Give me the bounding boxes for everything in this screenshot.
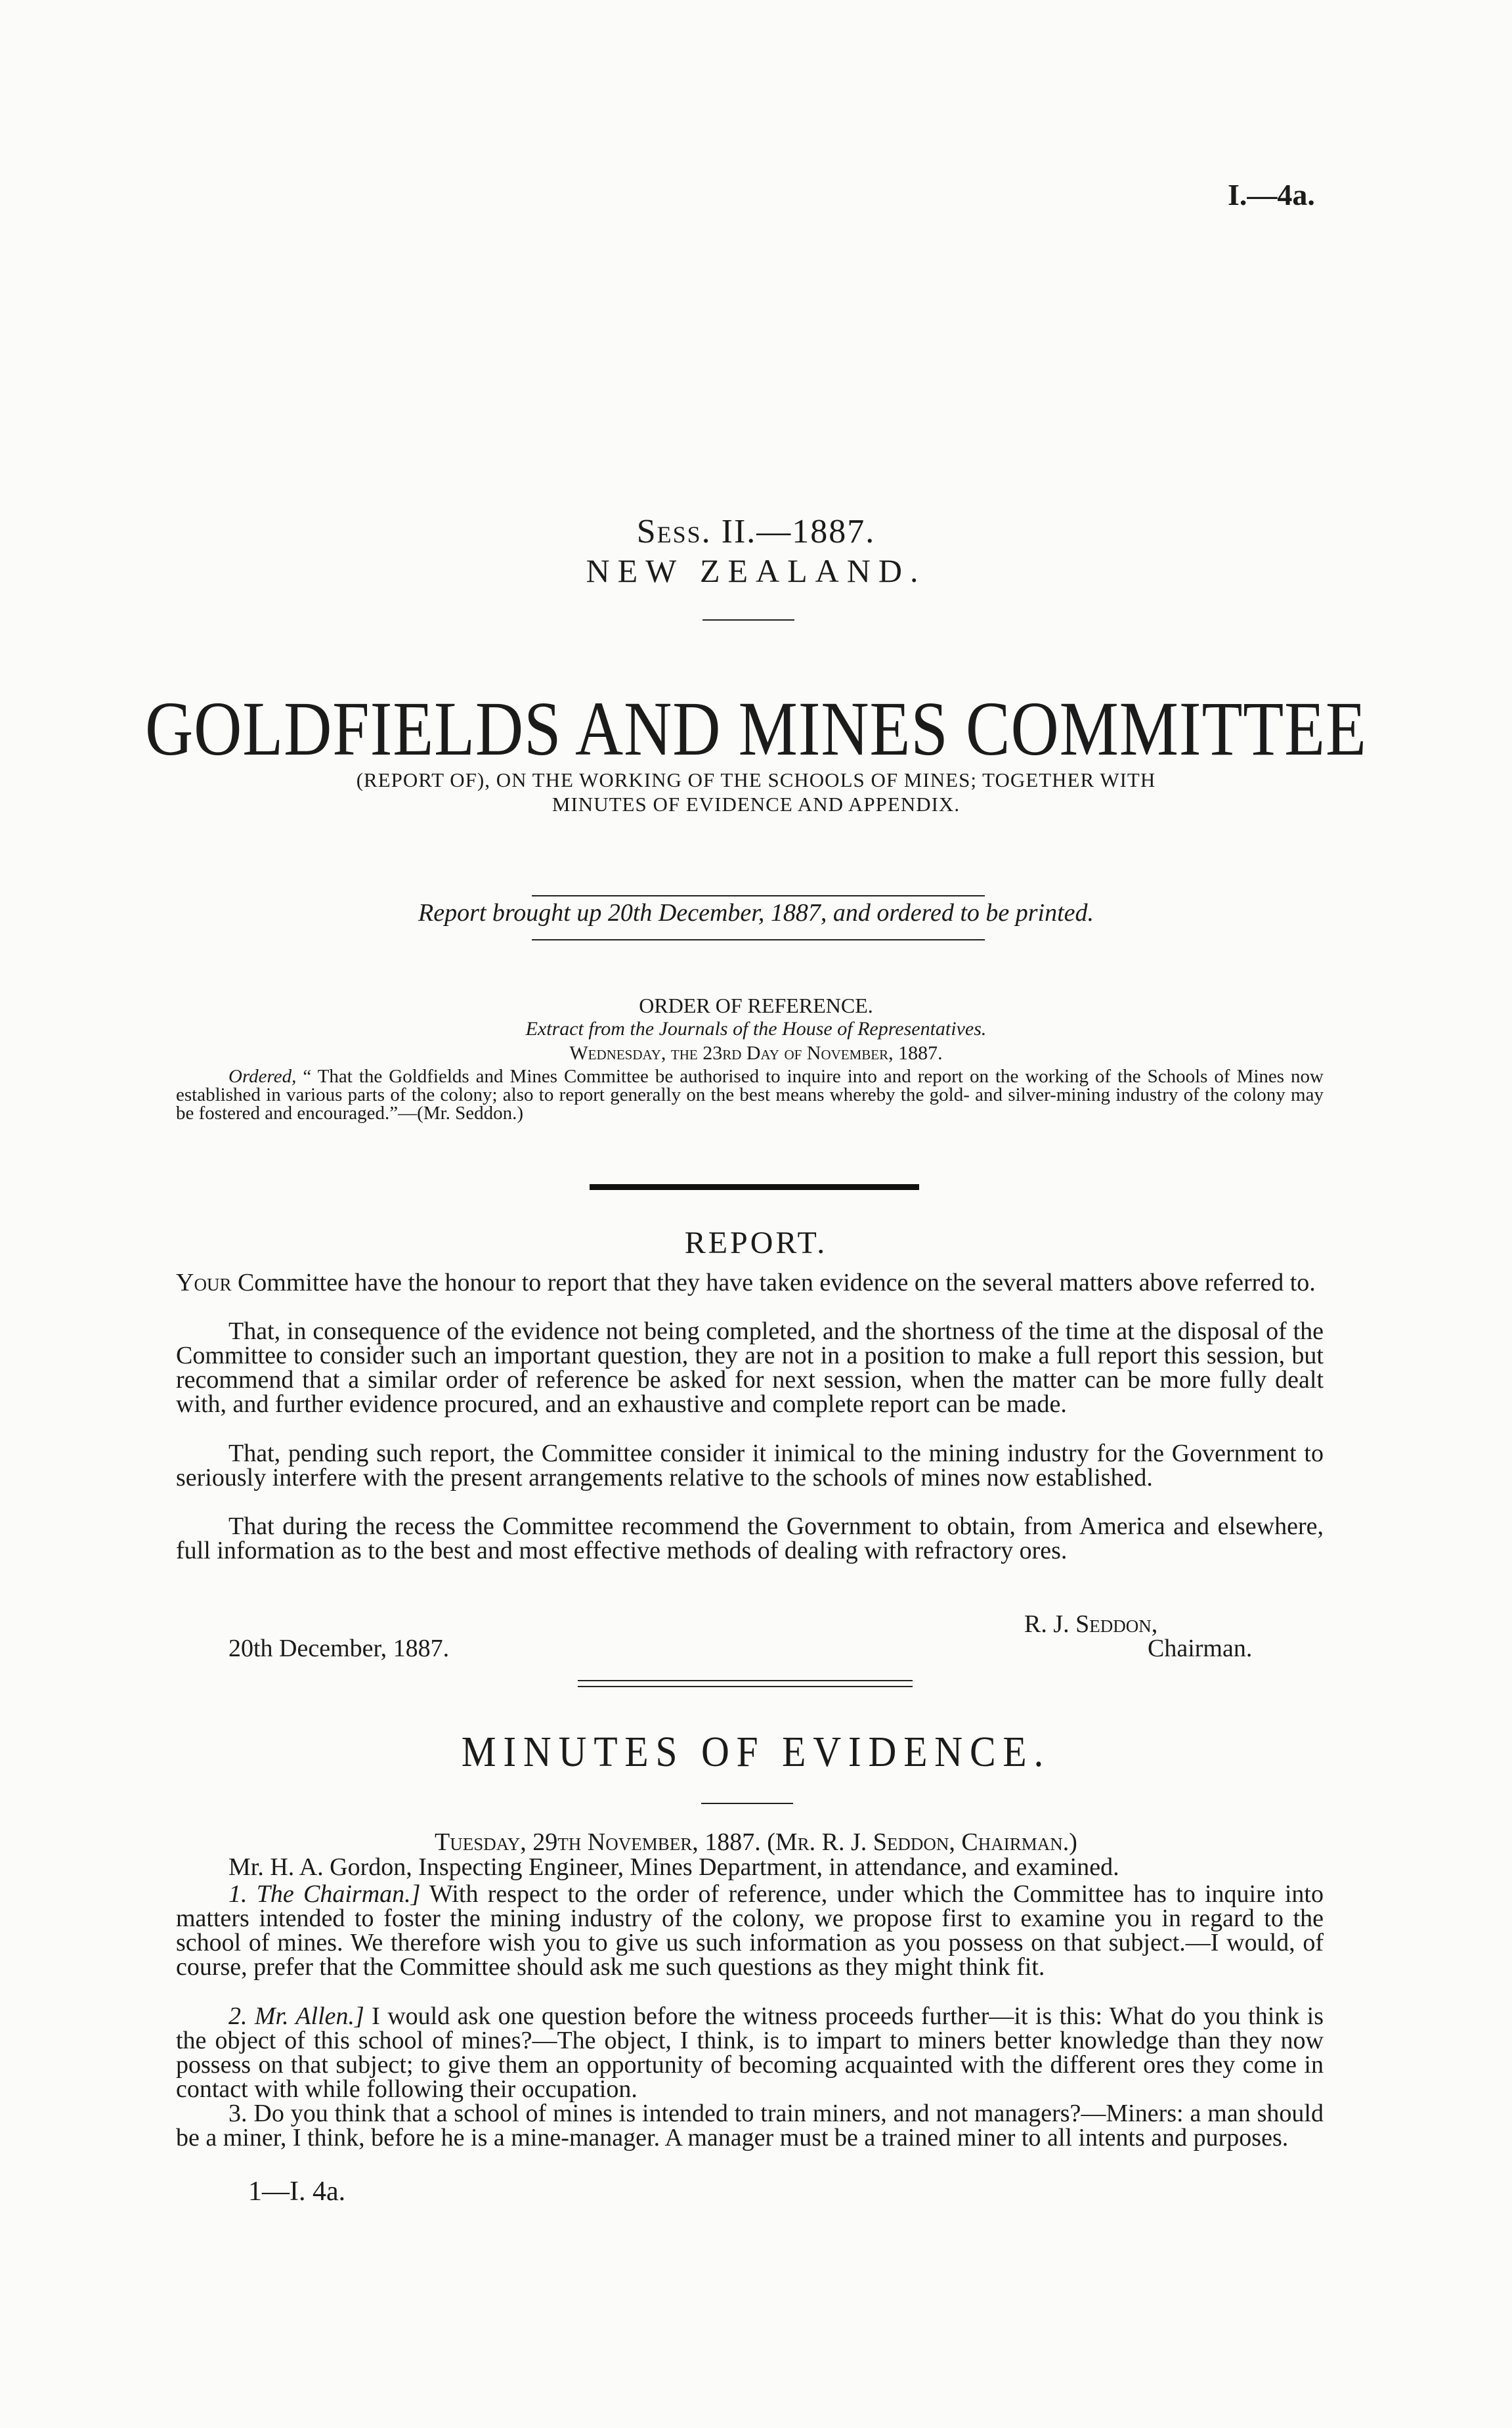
witness-line: Mr. H. A. Gordon, Inspecting Engineer, Mines Department, in attendance, and examined. xyxy=(228,1853,1119,1881)
question-1 xyxy=(176,1882,1324,1979)
heavy-divider xyxy=(590,1184,919,1190)
report-p1-body: Committee have the honour to report that they have taken evidence on the several matters above referred to. xyxy=(237,1269,1316,1296)
question-2-body: I would ask one question before the witness proceeds further—it is this: What do you think is the object of this school of mines?—The object, I think, is to impart to miners better knowledge than they now possess on that subject; to give them an opportunity of becoming acquainted with the different ores they come in contact with while following their occupation. xyxy=(176,2002,1324,2103)
ordered-label: Ordered, xyxy=(228,1066,297,1087)
divider xyxy=(532,939,985,940)
signatory-title: Chairman. xyxy=(1148,1635,1253,1662)
session-line: Sess. II.—1887. xyxy=(636,513,876,550)
report-brought-line: Report brought up 20th December, 1887, and ordered to be printed. xyxy=(418,899,1094,927)
report-paragraph-4: That during the recess the Committee recommend the Government to obtain, from America and elsewhere, full information as to the best and most effective methods of dealing with refractory ores. xyxy=(176,1512,1324,1564)
page-footer: 1—I. 4a. xyxy=(248,2176,346,2207)
order-extract: Extract from the Journals of the House of Representatives. xyxy=(525,1018,987,1040)
report-lead-word: Your xyxy=(176,1269,232,1296)
report-paragraph-1 xyxy=(176,1271,1324,1295)
order-text xyxy=(176,1067,1324,1122)
divider xyxy=(578,1686,913,1687)
report-date: 20th December, 1887. xyxy=(228,1635,450,1662)
order-heading: ORDER OF REFERENCE. xyxy=(639,994,873,1017)
report-paragraph-3: That, pending such report, the Committee consider it inimical to the mining industry for the Government to seriously interfere with the present arrangements relative to the schools of mines now established. xyxy=(176,1440,1324,1491)
order-body: “ That the Goldfields and Mines Committee be authorised to inquire into and report on the working of the Schools of Mines now established in various parts of the colony; also to report generally on the best means whereby the gold- and silver-mining industry of the colony may be fostered and encouraged.”—(Mr. Seddon.) xyxy=(176,1066,1324,1124)
divider xyxy=(702,619,794,621)
question-3: 3. Do you think that a school of mines is intended to train miners, and not managers?—Miners: a man should be a miner, I think, before he is a mine-manager. A manager must be a trained miner to all intents and purposes. xyxy=(176,2100,1324,2152)
question-1-body: With respect to the order of reference, under which the Committee has to inquire into matters intended to foster the mining industry of the colony, we propose first to examine you in regard to the school of mines. We therefore wish you to give us such information as you possess on that subject.—I would, of course, prefer that the Committee should ask me such questions as they might think fit. xyxy=(176,1880,1324,1981)
signatory-name: R. J. Seddon, xyxy=(1024,1610,1158,1638)
order-date: Wednesday, the 23rd Day of November, 1887. xyxy=(569,1042,943,1064)
report-paragraph-2: That, in consequence of the evidence not being completed, and the shortness of the time at the disposal of the Committee to consider such an important question, they are not in a position to make a full report this session, but recommend that a similar order of reference be asked for next session, when the matter can be more fully dealt with, and further evidence procured, and an exhaustive and complete report can be made. xyxy=(176,1317,1324,1418)
divider xyxy=(532,895,985,896)
divider xyxy=(578,1680,913,1681)
question-2 xyxy=(176,2004,1324,2102)
question-2-label: 2. Mr. Allen.] xyxy=(228,2002,364,2030)
country-line: NEW ZEALAND. xyxy=(586,552,926,589)
minutes-session-date: Tuesday, 29th November, 1887. (Mr. R. J. Seddon, Chairman.) xyxy=(435,1828,1077,1856)
question-1-label: 1. The Chairman.] xyxy=(228,1880,421,1908)
divider xyxy=(701,1803,793,1804)
document-title: GOLDFIELDS AND MINES COMMITTEE xyxy=(144,686,1367,772)
report-heading: REPORT. xyxy=(684,1225,828,1260)
minutes-heading: MINUTES OF EVIDENCE. xyxy=(461,1728,1051,1776)
subtitle-line-1: (REPORT OF), ON THE WORKING OF THE SCHOOLS OF MINES; TOGETHER WITH xyxy=(356,768,1156,791)
document-reference: I.—4a. xyxy=(1228,178,1315,211)
subtitle-line-2: MINUTES OF EVIDENCE AND APPENDIX. xyxy=(551,793,961,816)
